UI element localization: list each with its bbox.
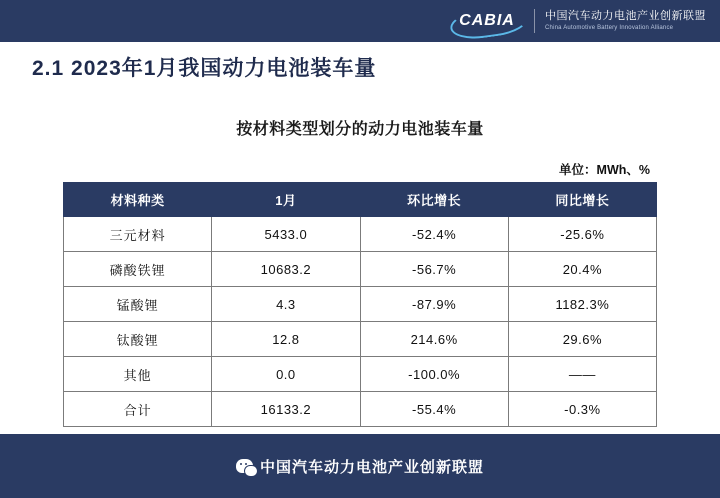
column-header-mom-growth: 环比增长 xyxy=(360,183,508,217)
cell-yoy: -0.3% xyxy=(508,392,656,427)
brand-names xyxy=(534,9,706,33)
cell-yoy: 20.4% xyxy=(508,252,656,287)
cell-material: 三元材料 xyxy=(64,217,212,252)
org-name-en: China Automotive Battery Innovation Alliance xyxy=(545,25,674,31)
cell-january: 12.8 xyxy=(212,322,360,357)
cell-yoy: —— xyxy=(508,357,656,392)
table-row xyxy=(64,357,657,392)
cell-january: 0.0 xyxy=(212,357,360,392)
cell-january: 10683.2 xyxy=(212,252,360,287)
table-row xyxy=(64,287,657,322)
cell-mom: 214.6% xyxy=(360,322,508,357)
cell-yoy: -25.6% xyxy=(508,217,656,252)
cell-yoy: 1182.3% xyxy=(508,287,656,322)
column-header-january: 1月 xyxy=(212,183,360,217)
table-row xyxy=(64,252,657,287)
footer-brand xyxy=(236,456,484,477)
cell-mom: -87.9% xyxy=(360,287,508,322)
page-title: 2.1 2023年1月我国动力电池装车量 xyxy=(32,57,377,80)
cell-material: 磷酸铁锂 xyxy=(64,252,212,287)
cell-january: 16133.2 xyxy=(212,392,360,427)
cell-january: 5433.0 xyxy=(212,217,360,252)
wechat-icon xyxy=(236,459,253,473)
footer-text: 中国汽车动力电池产业创新联盟 xyxy=(259,458,484,476)
cell-yoy: 29.6% xyxy=(508,322,656,357)
table-header-row xyxy=(64,183,657,217)
table-row xyxy=(64,392,657,427)
brand-block xyxy=(450,6,720,36)
battery-installation-table xyxy=(63,182,657,427)
table-row xyxy=(64,217,657,252)
cabia-logo-icon xyxy=(450,6,524,36)
cell-mom: -55.4% xyxy=(360,392,508,427)
cell-january: 4.3 xyxy=(212,287,360,322)
cell-material: 锰酸锂 xyxy=(64,287,212,322)
column-header-material: 材料种类 xyxy=(64,183,212,217)
cell-mom: -52.4% xyxy=(360,217,508,252)
page-header xyxy=(0,0,720,42)
unit-label: 单位：MWh、% xyxy=(559,163,650,177)
page-footer xyxy=(0,434,720,498)
table-row xyxy=(64,322,657,357)
section-subtitle: 按材料类型划分的动力电池装车量 xyxy=(236,121,484,138)
cell-material: 钛酸锂 xyxy=(64,322,212,357)
cell-mom: -100.0% xyxy=(360,357,508,392)
cell-mom: -56.7% xyxy=(360,252,508,287)
cell-material: 其他 xyxy=(64,357,212,392)
column-header-yoy-growth: 同比增长 xyxy=(508,183,656,217)
logo-text: CABIA xyxy=(459,12,515,29)
cell-material: 合计 xyxy=(64,392,212,427)
org-name-cn: 中国汽车动力电池产业创新联盟 xyxy=(545,10,706,22)
